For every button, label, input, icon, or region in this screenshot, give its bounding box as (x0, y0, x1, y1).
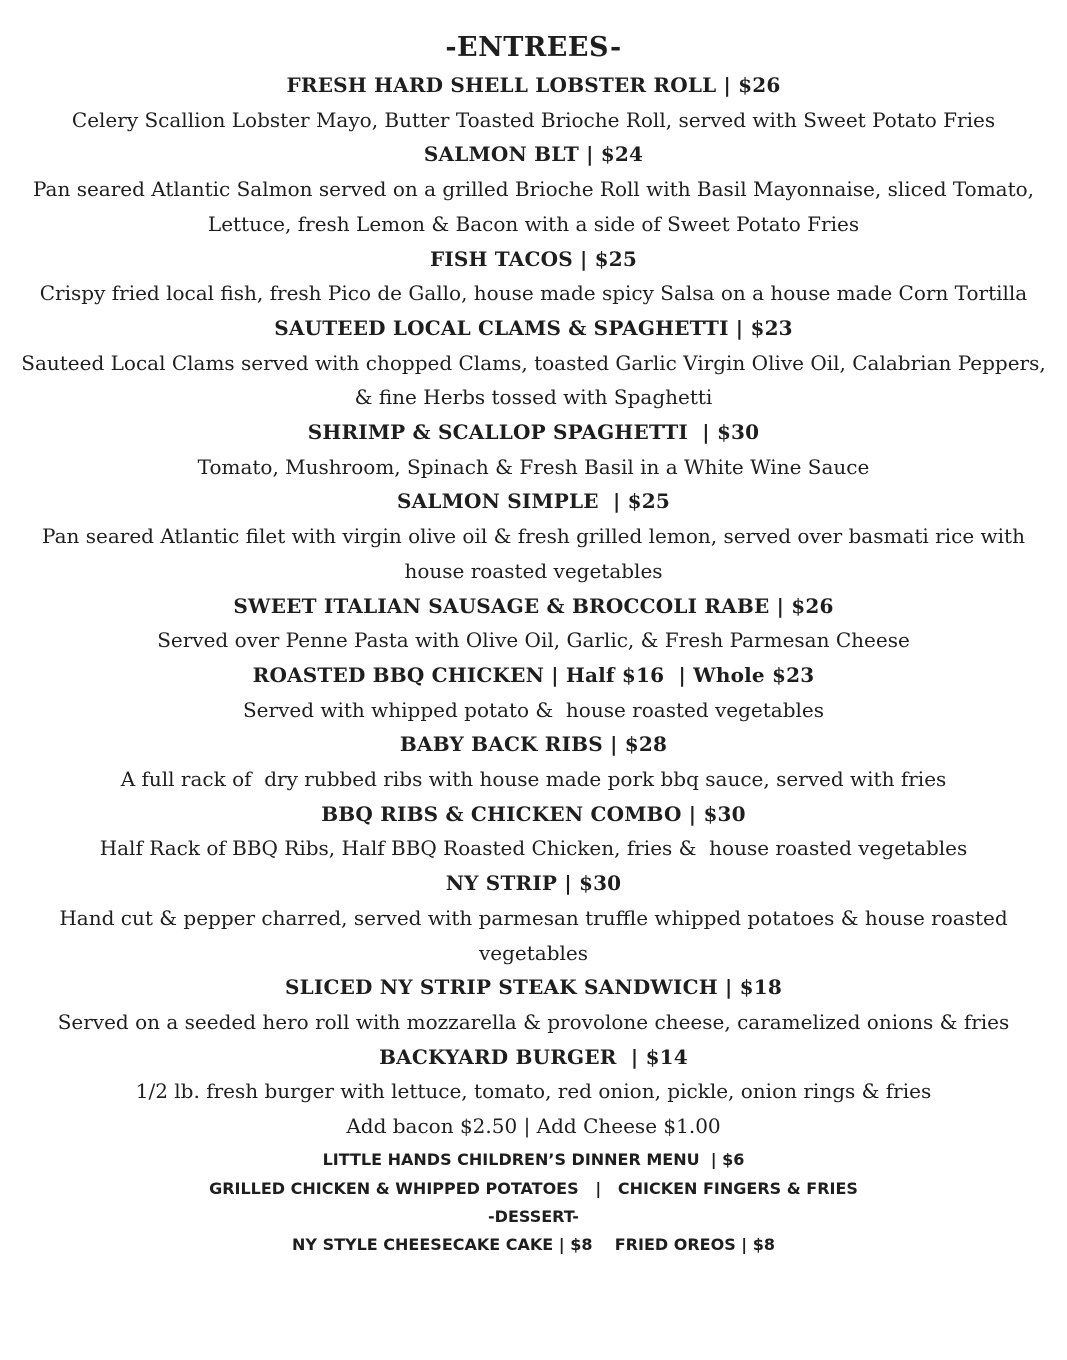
entree-item (10, 727, 1057, 796)
entree-description: Celery Scallion Lobster Mayo, Butter Toasted Brioche Roll, served with Sweet Potato Fries (71, 107, 996, 132)
entree-name: SAUTEED LOCAL CLAMS & SPAGHETTI | $23 (274, 315, 793, 340)
entree-description: Served over Penne Pasta with Olive Oil, Garlic, & Fresh Parmesan Cheese (157, 628, 910, 653)
entree-name: BBQ RIBS & CHICKEN COMBO | $30 (321, 801, 746, 826)
entree-name: SHRIMP & SCALLOP SPAGHETTI | $30 (307, 420, 760, 445)
entree-description: Sauteed Local Clams served with chopped Clams, toasted Garlic Virgin Olive Oil, Calabrian Peppers, & fine Herbs tossed with Spaghetti (21, 350, 1053, 410)
entree-name: NY STRIP | $30 (445, 871, 622, 896)
entree-description: Half Rack of BBQ Ribs, Half BBQ Roasted Chicken, fries & house roasted vegetables (99, 836, 968, 861)
entree-item (10, 658, 1057, 727)
entree-name: BABY BACK RIBS | $28 (399, 732, 668, 757)
entree-description: 1/2 lb. fresh burger with lettuce, tomato, red onion, pickle, onion rings & fries (135, 1079, 932, 1104)
kids-menu-items: GRILLED CHICKEN & WHIPPED POTATOES | CHICKEN FINGERS & FRIES (209, 1178, 858, 1198)
entree-item (10, 484, 1057, 588)
entree-description: Crispy fried local fish, fresh Pico de Gallo, house made spicy Salsa on a house made Corn Tortilla (39, 281, 1028, 306)
entree-name: SALMON BLT | $24 (423, 142, 644, 167)
entree-description: Tomato, Mushroom, Spinach & Fresh Basil in a White Wine Sauce (197, 454, 870, 479)
entree-name: FISH TACOS | $25 (429, 246, 638, 271)
entree-name: ROASTED BBQ CHICKEN | Half $16 | Whole $23 (252, 662, 815, 687)
entree-description: Served on a seeded hero roll with mozzarella & provolone cheese, caramelized onions & fries (57, 1009, 1010, 1034)
entree-name: SLICED NY STRIP STEAK SANDWICH | $18 (285, 975, 782, 1000)
entree-description: A full rack of dry rubbed ribs with house made pork bbq sauce, served with fries (120, 767, 947, 792)
entree-item (10, 311, 1057, 415)
entree-description: Hand cut & pepper charred, served with parmesan truffle whipped potatoes & house roasted vegetables (59, 905, 1014, 965)
entrees-list (10, 68, 1057, 1144)
entree-name: FRESH HARD SHELL LOBSTER ROLL | $26 (286, 73, 781, 97)
entree-name: SWEET ITALIAN SAUSAGE & BROCCOLI RABE | $26 (233, 593, 834, 618)
entree-item (10, 797, 1057, 866)
entree-name: SALMON SIMPLE | $25 (396, 489, 671, 514)
entree-description: Served with whipped potato & house roasted vegetables (242, 697, 825, 722)
entree-item (10, 415, 1057, 484)
entree-description: Pan seared Atlantic Salmon served on a grilled Brioche Roll with Basil Mayonnaise, sliced Tomato, Lettuce, fresh Lemon & Bacon with a side of Sweet Potato Fries (32, 177, 1041, 236)
kids-menu-title: LITTLE HANDS CHILDREN’S DINNER MENU | $6 (322, 1149, 745, 1169)
entree-name: BACKYARD BURGER | $14 (379, 1044, 688, 1069)
burger-addons: Add bacon $2.50 | Add Cheese $1.00 (346, 1114, 721, 1139)
dessert-title: -DESSERT- (488, 1206, 579, 1226)
entree-item (10, 137, 1057, 241)
entree-item (10, 68, 1057, 137)
entrees-title: -ENTREES- (445, 32, 622, 63)
entree-item (10, 1040, 1057, 1109)
entree-item (10, 242, 1057, 311)
entree-description: Pan seared Atlantic filet with virgin olive oil & fresh grilled lemon, served over basmati rice with house roasted vegetables (42, 524, 1032, 583)
entree-item (10, 589, 1057, 658)
entree-item (10, 970, 1057, 1039)
entree-item (10, 866, 1057, 970)
dessert-items: NY STYLE CHEESECAKE CAKE | $8 FRIED OREOS | $8 (292, 1234, 775, 1254)
